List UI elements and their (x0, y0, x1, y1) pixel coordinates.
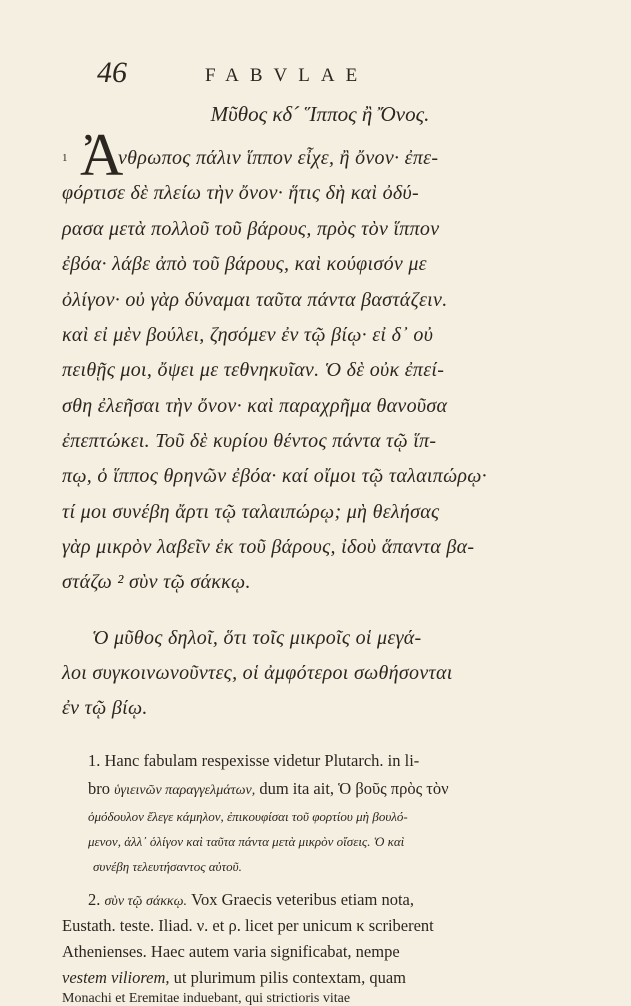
fable-line-2: φόρτισε δὲ πλείω τὴν ὄνον· ἥτις δὴ καὶ ὀδύ- (62, 182, 419, 204)
fable-line-9: ἐπεπτώκει. Τοῦ δὲ κυρίου θέντος πάντα τῷ ἵπ- (62, 430, 437, 452)
footnote-1-line-2 (88, 781, 563, 798)
footnote-2-greek: σὺν τῷ σάκκῳ. (104, 894, 188, 909)
footnote-2-line-3: Athenienses. Haec autem varia significabat, nempe (62, 942, 400, 961)
fable-line-1: νθρωπος πάλιν ἵππον εἶχε, ἢ ὄνον· ἐπε- (118, 147, 439, 169)
moral-line-3: ἐν τῷ βίῳ. (62, 697, 148, 719)
moral-line-1: Ὁ μῦθος δηλοῖ, ὅτι τοῖς μικροῖς οἱ μεγά- (92, 627, 422, 649)
footnote-1-text: bro (88, 779, 110, 798)
moral-line-2: λοι συγκοινωνοῦντες, οἱ ἀμφότεροι σωθήσονται (62, 662, 453, 684)
footnote-1-line-1: 1. Hanc fabulam respexisse videtur Plutarch. in li- (88, 751, 420, 770)
fable-line-4: ἐβόα· λάβε ἀπὸ τοῦ βάρους, καὶ κούφισόν με (62, 253, 427, 275)
fable-line-11: τί μοι συνέβη ἄρτι τῷ ταλαιπώρῳ; μὴ θελήσας (62, 501, 440, 523)
fable-line-7: πειθῇς μοι, ὄψει με τεθνηκυῖαν. Ὁ δὲ οὐκ ἐπεί- (62, 359, 445, 381)
footnote-2-number: 2. (88, 890, 101, 909)
footnote-2-line-1 (88, 892, 563, 909)
fable-title: Μῦθος κδ´ Ἵππος ἢ Ὄνος. (210, 102, 430, 126)
fable-line-3: ρασα μετὰ πολλοῦ τοῦ βάρους, πρὸς τὸν ἵππον (62, 218, 440, 240)
footnote-2-line-4 (62, 970, 562, 987)
footnote-2-line-5: Monachi et Eremitae induebant, qui strictioris vitae (62, 991, 351, 1006)
footnote-1-line-4: μενον, ἀλλ᾽ ὁλίγον καὶ ταῦτα πάντα μετὰ μικρὸν οἴσεις. Ὁ καὶ (88, 834, 405, 849)
fable-line-5: ὀλίγον· οὐ γὰρ δύναμαι ταῦτα πάντα βαστάζειν. (62, 289, 448, 311)
footnote-2-italic: vestem viliorem, (62, 968, 170, 987)
fable-line-13: στάζω ² σὺν τῷ σάκκῳ. (62, 571, 251, 593)
page-number: 46 (97, 56, 127, 89)
fable-line-10: πῳ, ὁ ἵππος θρηνῶν ἐβόα· καί οἴμοι τῷ ταλαιπώρῳ· (62, 465, 487, 487)
fable-line-6: καὶ εἰ μὲν βούλει, ζησόμεν ἐν τῷ βίῳ· εἰ δ᾽ οὐ (62, 324, 434, 346)
running-title: FABVLAE (205, 65, 369, 86)
fable-line-8: σθη ἐλεῆσαι τὴν ὄνον· καὶ παραχρῆμα θανοῦσα (62, 395, 448, 417)
drop-cap: Ἀ (80, 122, 124, 188)
footnote-1-text-b: dum ita ait, Ὁ βοῦς πρὸς τὸν (259, 779, 449, 798)
fable-line-12: γὰρ μικρὸν λαβεῖν ἐκ τοῦ βάρους, ἰδοὺ ἅπαντα βα- (62, 536, 475, 558)
footnote-2-text: Vox Graecis veteribus etiam nota, (191, 890, 414, 909)
footnote-1-greek: ὑγιεινῶν παραγγελμάτων, (114, 783, 256, 798)
footnote-1-line-3: ὁμόδουλον ἔλεγε κάμηλον, ἐπικουφίσαι τοῦ φορτίου μὴ βουλό- (88, 809, 408, 824)
footnote-2-text-b: ut plurimum pilis contextam, quam (173, 968, 407, 987)
footnote-2-line-2: Eustath. teste. Iliad. ν. et ρ. licet per unicum κ scriberent (62, 916, 434, 935)
footnote-marker-1: 1 (62, 152, 68, 164)
footnote-1-line-5: συνέβη τελευτήσαντος αὐτοῦ. (93, 859, 242, 874)
